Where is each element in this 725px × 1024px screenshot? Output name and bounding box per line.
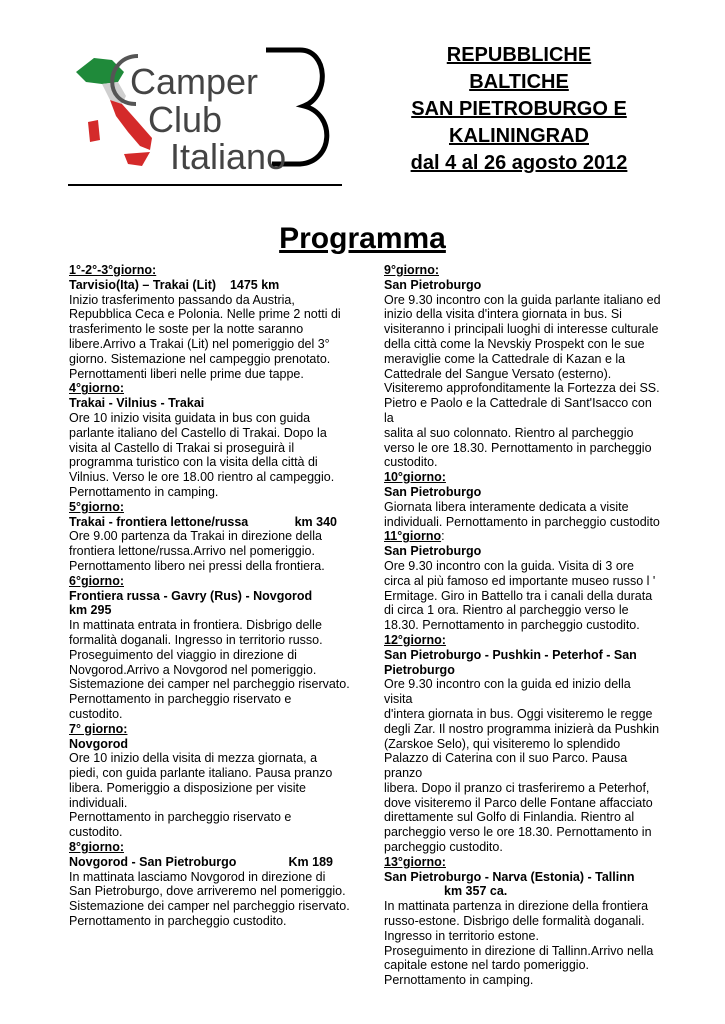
text-line: Palazzo di Caterina con il suo Parco. Pausa pranzo bbox=[384, 751, 628, 781]
text-line: libere.Arrivo a Trakai (Lit) nel pomeriggio del 3° bbox=[69, 336, 330, 351]
title-line: KALININGRAD bbox=[449, 125, 589, 147]
text-line: Pernottamento in parcheggio riservato e bbox=[69, 692, 292, 707]
route-text: San Pietroburgo - Narva (Estonia) - Tallinn bbox=[384, 869, 635, 884]
route-text: San Pietroburgo bbox=[384, 544, 482, 559]
text-line: parcheggio verso le ore 18.30. Pernottamento in bbox=[384, 825, 652, 840]
text-line: Proseguimento in direzione di Tallinn.Arrivo nella bbox=[384, 943, 654, 958]
text-line: libera. Pomeriggio a disposizione per visite bbox=[69, 780, 306, 795]
italy-map-red bbox=[110, 100, 152, 150]
text-line: Pernottamento in camping. bbox=[384, 973, 534, 988]
text-line: trasferimento le soste per la notte saranno bbox=[69, 322, 304, 337]
route-text: Novgorod - San Pietroburgo bbox=[69, 854, 237, 869]
day-heading: 8°giorno: bbox=[69, 840, 124, 855]
title-line: SAN PIETROBURGO E bbox=[411, 98, 627, 120]
text-line: Ore 9.30 incontro con la guida ed inizio della visita bbox=[384, 677, 631, 707]
route-text: Novgorod bbox=[69, 736, 129, 751]
title-line: BALTICHE bbox=[469, 71, 569, 93]
text-line: Pietro e Paolo e la Cattedrale di Sant'Isacco con la bbox=[384, 396, 652, 425]
day-heading: 10°giorno: bbox=[384, 470, 446, 485]
text-line: Inizio trasferimento passando da Austria, bbox=[69, 292, 295, 307]
text-line: parlante italiano del Castello di Trakai. Dopo la bbox=[69, 425, 327, 440]
text-line: Pernottamenti liberi nelle prime due tappe. bbox=[69, 366, 304, 381]
day-heading-line bbox=[384, 529, 662, 544]
text-line: Pernottamento in parcheggio riservato e bbox=[69, 810, 292, 825]
text-line: visita al Castello di Trakai si proseguirà il bbox=[69, 440, 295, 455]
text-line: Pernottamento in camping. bbox=[69, 484, 219, 499]
text-line: meraviglie come la Cattedrale di Kazan e la bbox=[384, 351, 626, 366]
title-line: dal 4 al 26 agosto 2012 bbox=[410, 152, 628, 174]
text-line: della città come la Nevskiy Prospekt con le sue bbox=[384, 336, 645, 351]
text-line: Ore 9.30 incontro con la guida parlante italiano ed bbox=[384, 292, 661, 307]
text-line: Vilnius. Verso le ore 18.00 rientro al campeggio. bbox=[69, 470, 335, 485]
day-heading: 6°giorno: bbox=[69, 573, 124, 588]
text-line: Sistemazione dei camper nel parcheggio riservato. bbox=[69, 677, 350, 692]
day-heading: 4°giorno: bbox=[69, 381, 124, 396]
route-text: San Pietroburgo bbox=[384, 277, 482, 292]
day-heading: 5°giorno: bbox=[69, 499, 124, 514]
text-line: Pernottamento in parcheggio custodito. bbox=[69, 914, 287, 929]
text-line: (Zarskoe Selo), qui visiteremo lo splendido bbox=[384, 736, 621, 751]
text-line: di circa 1 ora. Rientro al parcheggio verso le bbox=[384, 603, 629, 618]
title-line: REPUBBLICHE bbox=[446, 44, 592, 66]
route-line bbox=[69, 515, 357, 530]
route-km: km 340 bbox=[294, 514, 337, 529]
route-km: km 357 ca. bbox=[444, 884, 508, 899]
text-line: inizio della visita d'intera giornata in bus. Si bbox=[384, 307, 622, 322]
route-text: San Pietroburgo - Pushkin - Peterhof - San bbox=[384, 647, 637, 662]
club-logo bbox=[66, 42, 346, 192]
text-line: salita al suo colonnato. Rientro al parcheggio bbox=[384, 425, 634, 440]
day-heading-colon: : bbox=[441, 529, 445, 544]
route-text: Trakai - frontiera lettone/russa bbox=[69, 514, 249, 529]
text-line: russo-estone. Disbrigo delle formalità doganali. bbox=[384, 914, 645, 929]
text-line: Ingresso in territorio estone. bbox=[384, 928, 539, 943]
text-line: verso le ore 18.30. Pernottamento in parcheggio bbox=[384, 440, 652, 455]
logo-line-camper: Camper bbox=[130, 61, 259, 102]
text-line: parcheggio custodito. bbox=[384, 840, 503, 855]
text-line: Ore 9.30 incontro con la guida. Visita di 3 ore bbox=[384, 558, 634, 573]
italy-map-green bbox=[76, 58, 124, 84]
day-heading: 12°giorno: bbox=[384, 632, 446, 647]
day-heading: 13°giorno: bbox=[384, 854, 446, 869]
text-line: programma turistico con la visita della città di bbox=[69, 455, 318, 470]
text-line: San Pietroburgo, dove arriveremo nel pomeriggio. bbox=[69, 884, 346, 899]
text-line: In mattinata lasciamo Novgorod in direzione di bbox=[69, 869, 326, 884]
text-line: Sistemazione dei camper nel parcheggio riservato. bbox=[69, 899, 350, 914]
text-line: individuali. bbox=[69, 795, 128, 810]
text-line: capitale estone nel tardo pomeriggio. bbox=[384, 958, 589, 973]
route-km: Km 189 bbox=[288, 854, 333, 869]
sicily bbox=[124, 152, 150, 166]
route-text: San Pietroburgo bbox=[384, 484, 482, 499]
text-line: custodito. bbox=[384, 455, 438, 470]
text-line: degli Zar. Il nostro programma inizierà da Pushkin bbox=[384, 721, 660, 736]
text-line: visiteranno i principali luoghi di interesse culturale bbox=[384, 322, 659, 337]
route-km: 1475 km bbox=[229, 277, 280, 292]
route-line bbox=[69, 278, 357, 293]
logo-line-club: Club bbox=[148, 99, 223, 140]
text-line: Ore 9.00 partenza da Trakai in direzione della bbox=[69, 529, 322, 544]
route-text: Frontiera russa - Gavry (Rus) - Novgorod bbox=[69, 588, 313, 603]
text-line: Proseguimento del viaggio in direzione di bbox=[69, 647, 297, 662]
text-line: Ore 10 inizio della visita di mezza giornata, a bbox=[69, 751, 318, 766]
programma-heading: Programma bbox=[279, 222, 446, 255]
route-text: Trakai - Vilnius - Trakai bbox=[69, 396, 205, 411]
text-line: piedi, con guida parlante italiano. Pausa pranzo bbox=[69, 766, 333, 781]
text-line: Cattedrale del Sangue Versato (esterno). bbox=[384, 366, 612, 381]
text-line: formalità doganali. Ingresso in territorio russo. bbox=[69, 632, 323, 647]
text-line: individuali. Pernottamento in parcheggio custodito bbox=[384, 514, 660, 529]
text-line: In mattinata entrata in frontiera. Disbrigo delle bbox=[69, 618, 322, 633]
route-km: km 295 bbox=[69, 603, 112, 618]
right-column bbox=[384, 263, 662, 988]
text-line: Giornata libera interamente dedicata a visite bbox=[384, 499, 629, 514]
left-column bbox=[69, 263, 357, 929]
text-line: giorno. Sistemazione nel campeggio prenotato. bbox=[69, 351, 331, 366]
text-line: libera. Dopo il pranzo ci trasferiremo a Peterhof, bbox=[384, 780, 650, 795]
text-line: d'intera giornata in bus. Oggi visiteremo le regge bbox=[384, 706, 653, 721]
text-line: frontiera lettone/russa.Arrivo nel pomeriggio. bbox=[69, 544, 315, 559]
day-heading: 7° giorno: bbox=[69, 721, 128, 736]
document-title bbox=[368, 42, 670, 177]
day-heading: 1°-2°-3°giorno: bbox=[69, 263, 157, 277]
text-line: direttamente sul Golfo di Finlandia. Rientro al bbox=[384, 810, 635, 825]
text-line: custodito. bbox=[69, 706, 123, 721]
day-heading: 11°giorno bbox=[384, 529, 442, 544]
text-line: Visiteremo approfonditamente la Fortezza dei SS. bbox=[384, 381, 660, 396]
text-line: custodito. bbox=[69, 825, 123, 840]
text-line: Ore 10 inizio visita guidata in bus con guida bbox=[69, 410, 311, 425]
text-line: 18.30. Pernottamento in parcheggio custodito. bbox=[384, 618, 640, 633]
text-line: circa al più famoso ed importante museo russo l ' bbox=[384, 573, 656, 588]
text-line: In mattinata partenza in direzione della frontiera bbox=[384, 899, 649, 914]
day-heading: 9°giorno: bbox=[384, 263, 439, 277]
text-line: Novgorod.Arrivo a Novgorod nel pomeriggio. bbox=[69, 662, 317, 677]
text-line: Repubblica Ceca e Polonia. Nelle prime 2 notti di bbox=[69, 307, 341, 322]
text-line: Pernottamento libero nei pressi della frontiera. bbox=[69, 558, 325, 573]
logo-line-italiano: Italiano bbox=[170, 136, 287, 177]
route-text: Tarvisio(Ita) – Trakai (Lit) bbox=[69, 277, 217, 292]
route-line bbox=[69, 855, 357, 870]
sardinia bbox=[88, 120, 100, 142]
text-line: Ermitage. Giro in Battello tra i canali della durata bbox=[384, 588, 653, 603]
text-line: dove visiteremo il Parco delle Fontane affacciato bbox=[384, 795, 653, 810]
logo-underline bbox=[68, 184, 342, 186]
route-text-continued: Pietroburgo bbox=[384, 662, 455, 677]
